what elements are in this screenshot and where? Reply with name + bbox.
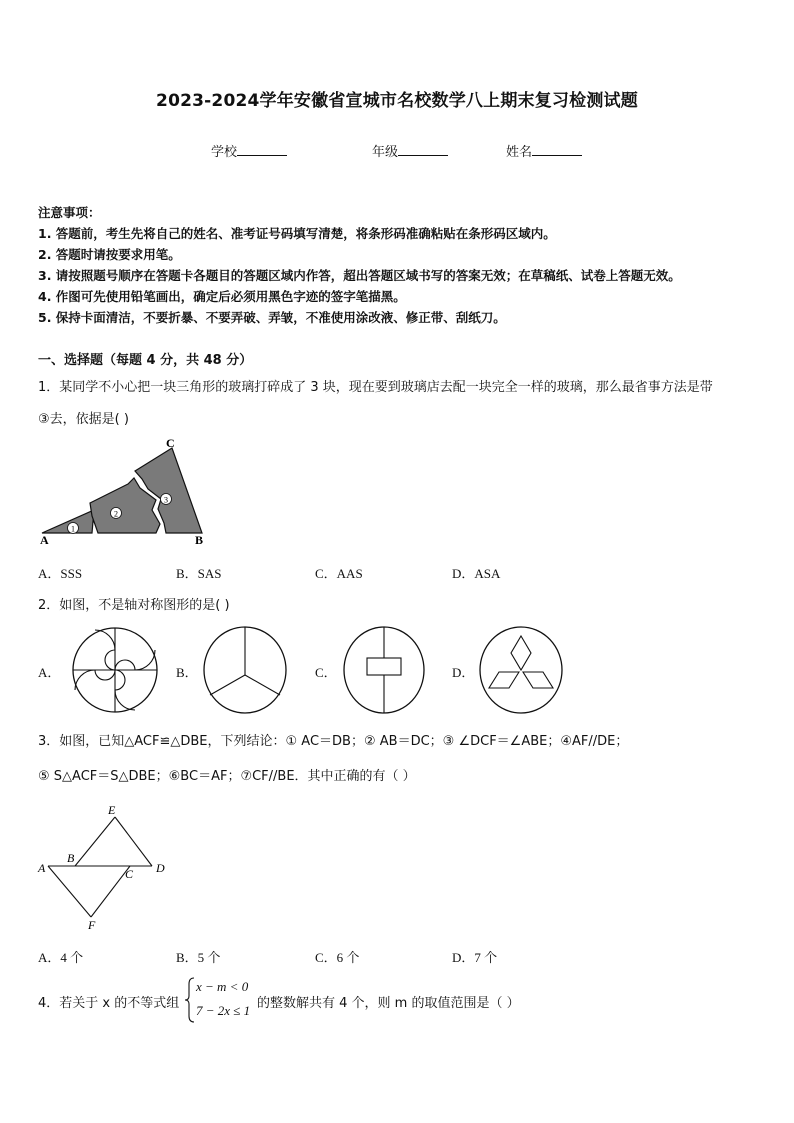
point-d-label: D	[156, 861, 165, 875]
q4-inequality-2: 7 − 2x ≤ 1	[196, 1003, 251, 1018]
q1-text-line1: 1．某同学不小心把一块三角形的玻璃打碎成了 3 块，现在要到玻璃店去配一块完全一样的玻璃，那么最省事方法是带	[38, 380, 713, 395]
point-e-label: E	[108, 803, 116, 817]
point-a-label: A	[38, 861, 46, 875]
q2-option-c-label[interactable]: C．	[315, 665, 337, 680]
vertex-b-label: B	[195, 533, 204, 547]
q1-option-a[interactable]: A．SSS	[38, 566, 83, 581]
q3-option-b[interactable]: B．5 个	[176, 950, 221, 965]
q2-figure-b-three-sectors[interactable]	[202, 625, 288, 715]
q3-text-line2: ⑤ S△ACF＝S△DBE；⑥BC＝AF；⑦CF//BE．其中正确的有（ ）	[38, 769, 416, 784]
q4-text-prefix: 4．若关于 x 的不等式组	[38, 996, 180, 1011]
page-title: 2023-2024学年安徽省宣城市名校数学八上期末复习检测试题	[156, 91, 638, 111]
q4-inequality-1: x − m < 0	[196, 979, 249, 994]
q2-option-b-label[interactable]: B．	[176, 665, 198, 680]
q1-option-b[interactable]: B．SAS	[176, 566, 222, 581]
name-field	[506, 141, 582, 160]
notice-item: 5. 保持卡面清洁，不要折暴、不要弄破、弄皱，不准使用涂改液、修正带、刮纸刀。	[38, 310, 506, 325]
grade-blank[interactable]	[398, 143, 448, 156]
notice-item: 2. 答题时请按要求用笔。	[38, 247, 181, 262]
q3-triangles-figure[interactable]	[34, 800, 174, 932]
name-blank[interactable]	[532, 143, 582, 156]
school-field	[211, 141, 287, 160]
q3-text-line1: 3．如图，已知△ACF≌△DBE，下列结论：① AC＝DB；② AB＝DC；③ ∠DCF＝∠ABE；④AF//DE；	[38, 734, 629, 749]
notice-heading: 注意事项：	[38, 205, 101, 220]
section-heading: 一、选择题（每题 4 分，共 48 分）	[38, 353, 253, 368]
piece-2-label: 2	[114, 509, 118, 519]
q1-option-c[interactable]: C．AAS	[315, 566, 363, 581]
point-b-label: B	[67, 851, 75, 865]
q3-option-a[interactable]: A．4 个	[38, 950, 84, 965]
q2-figure-c-rectangle[interactable]	[342, 625, 426, 715]
vertex-a-label: A	[40, 533, 49, 547]
point-c-label: C	[125, 867, 134, 881]
q4-text-suffix: 的整数解共有 4 个，则 m 的取值范围是（ ）	[257, 996, 520, 1011]
q2-option-a-label[interactable]: A．	[38, 665, 61, 680]
vertex-c-label: C	[166, 436, 175, 450]
notice-item: 4. 作图可先使用铅笔画出，确定后必须用黑色字迹的签字笔描黑。	[38, 289, 406, 304]
q4-brace-icon	[184, 976, 196, 1024]
q1-broken-triangle-figure	[36, 432, 216, 548]
piece-1-label: 1	[71, 524, 75, 534]
point-f-label: F	[88, 918, 96, 932]
school-label: 学校	[211, 145, 238, 160]
piece-3-label: 3	[164, 495, 168, 505]
q3-option-d[interactable]: D．7 个	[452, 950, 498, 965]
name-label: 姓名	[506, 145, 533, 160]
q1-option-d[interactable]: D．ASA	[452, 566, 501, 581]
q2-option-d-label[interactable]: D．	[452, 665, 475, 680]
q2-figure-a-pinwheel[interactable]	[70, 625, 160, 715]
q2-text: 2．如图，不是轴对称图形的是( )	[38, 598, 230, 613]
grade-field	[372, 141, 448, 160]
grade-label: 年级	[372, 145, 399, 160]
notice-item: 3. 请按照题号顺序在答题卡各题目的答题区域内作答，超出答题区域书写的答案无效；在草稿纸、试卷上答题无效。	[38, 268, 681, 283]
notice-item: 1. 答题前，考生先将自己的姓名、准考证号码填写清楚，将条形码准确粘贴在条形码区域内。	[38, 226, 556, 241]
q3-option-c[interactable]: C．6 个	[315, 950, 360, 965]
q1-text-line2: ③去，依据是( )	[38, 412, 129, 427]
school-blank[interactable]	[237, 143, 287, 156]
q2-figure-d-diamonds[interactable]	[478, 625, 564, 715]
